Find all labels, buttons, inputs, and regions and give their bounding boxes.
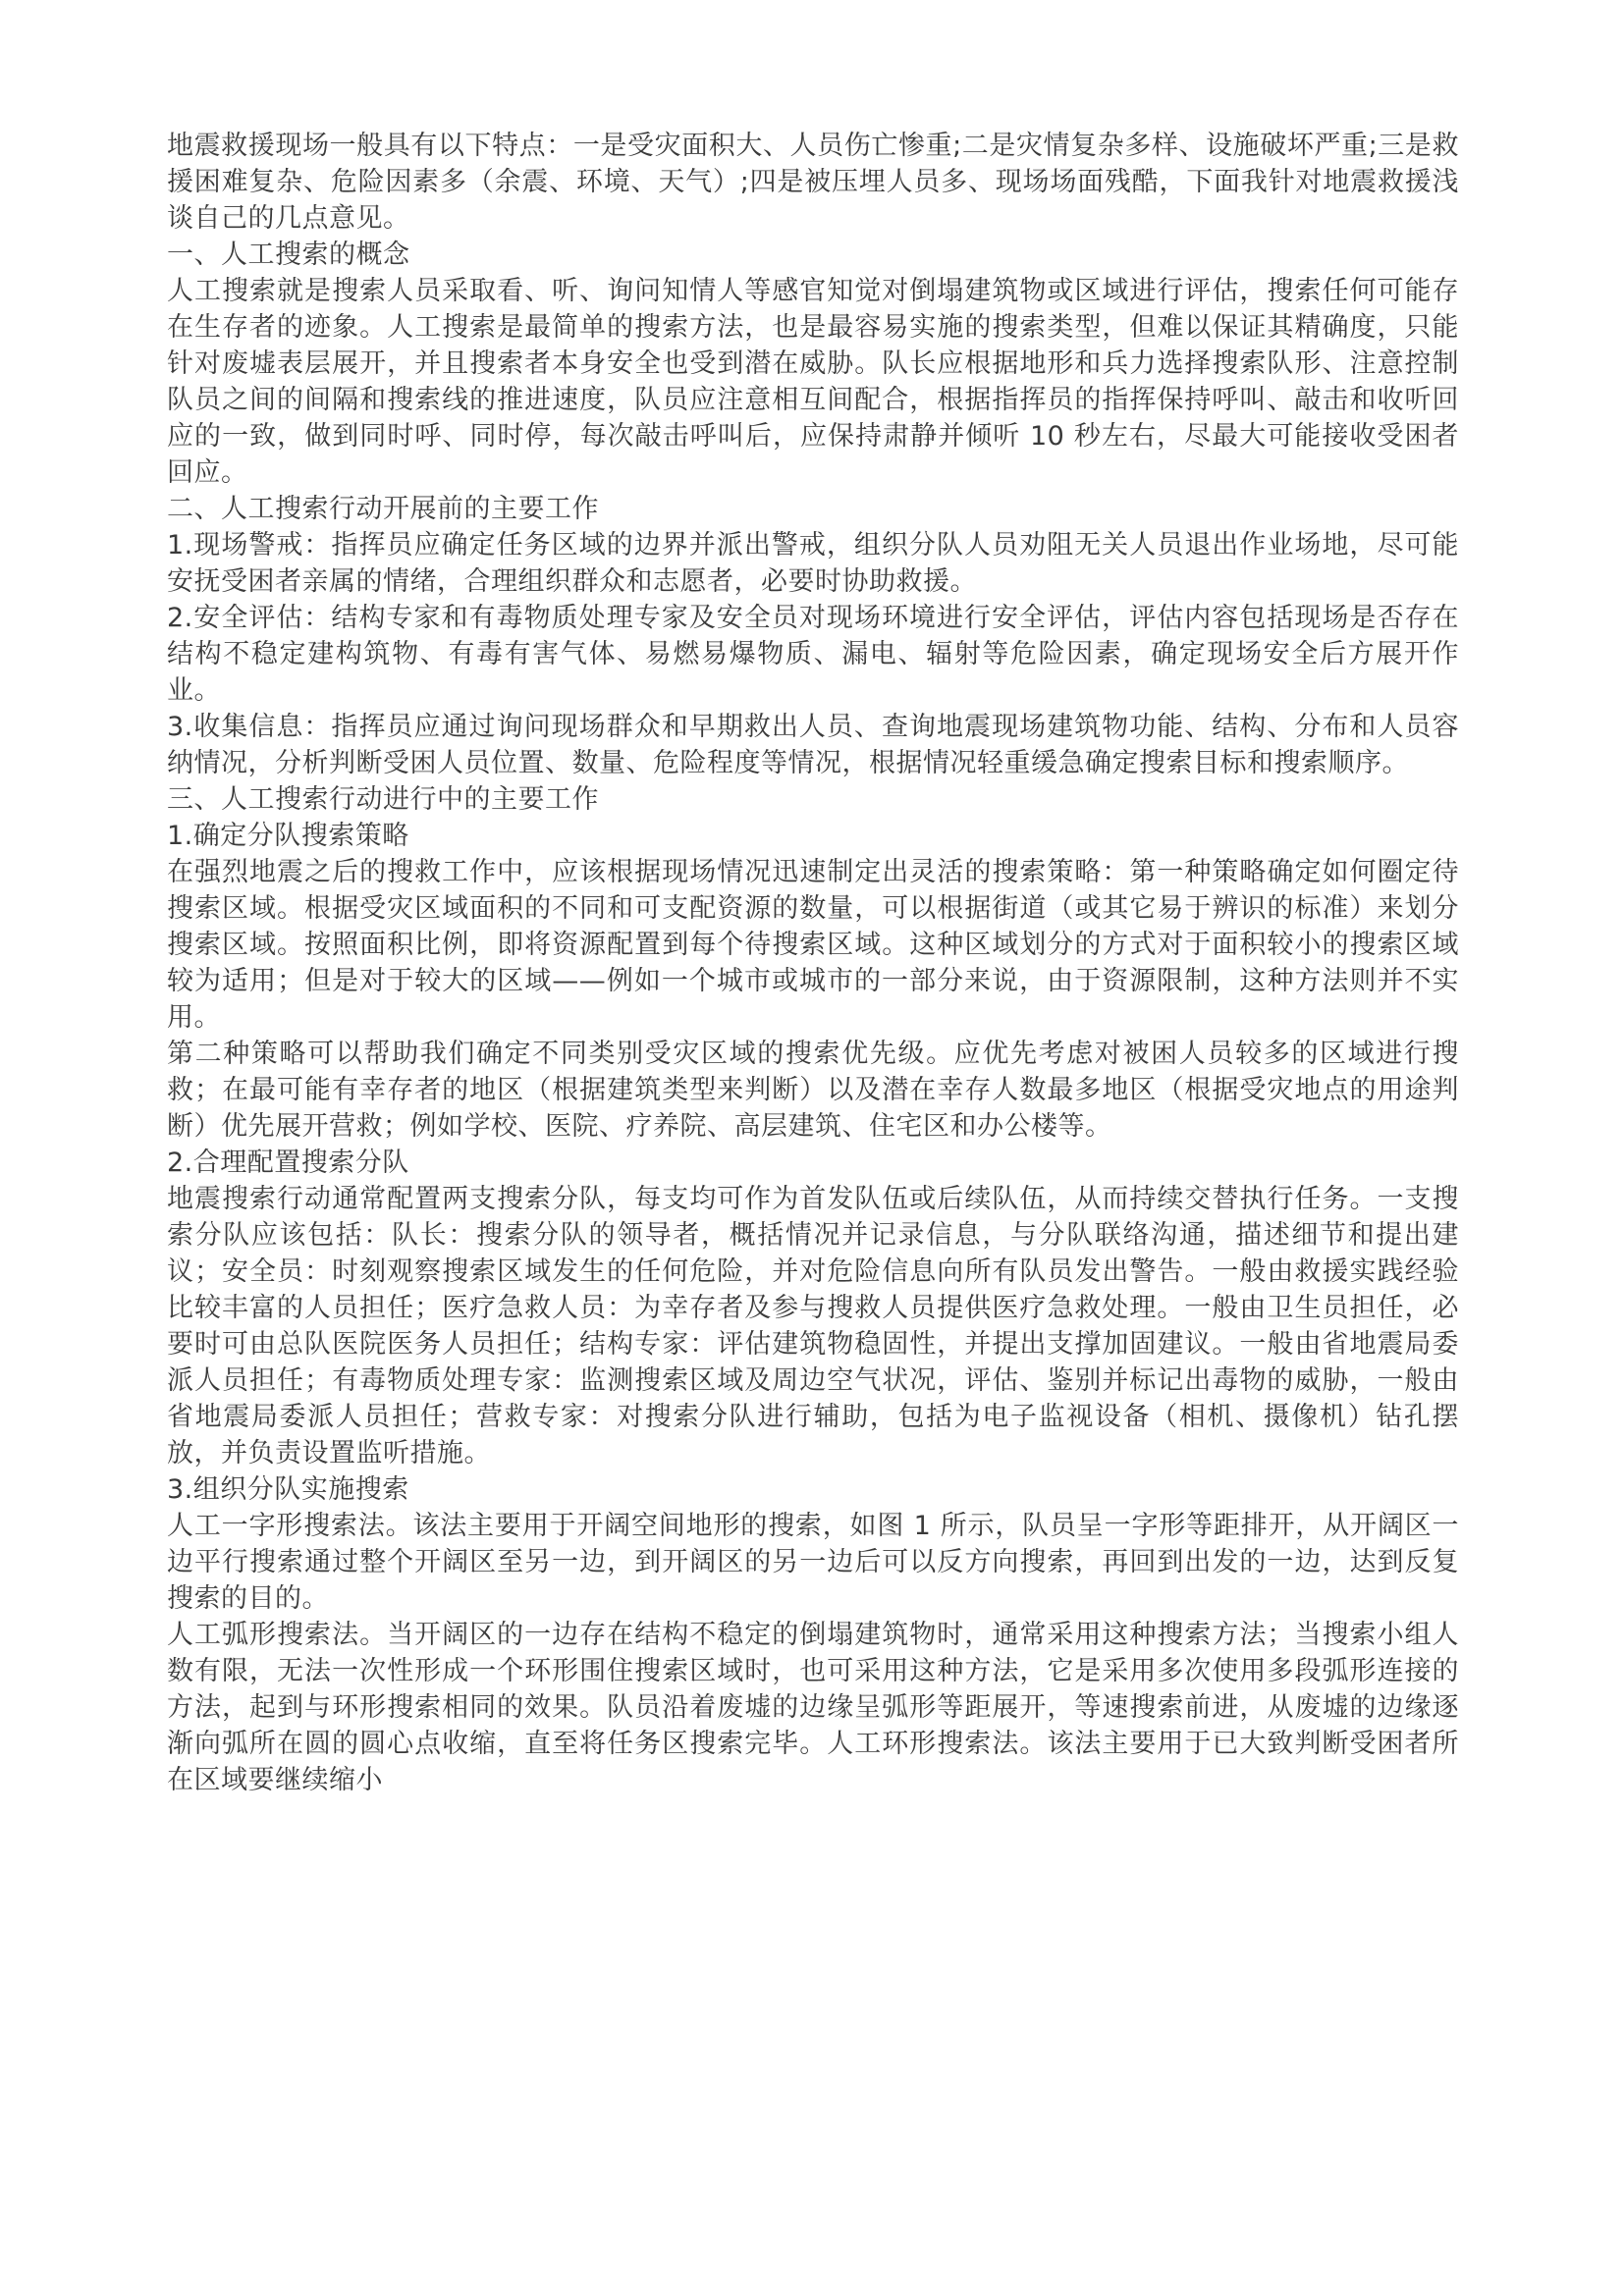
list-item-3: 3.收集信息：指挥员应通过询问现场群众和早期救出人员、查询地震现场建筑物功能、结构、分布和人员容纳情况，分析判断受困人员位置、数量、危险程度等情况，根据情况轻重缓急确定搜索目标和搜索顺序。 <box>167 712 1459 778</box>
document-body <box>167 128 1459 1798</box>
section-heading-2: 二、人工搜索行动开展前的主要工作 <box>167 494 599 524</box>
subsection-heading-3: 3.组织分队实施搜索 <box>167 1474 409 1505</box>
paragraph: 第二种策略可以帮助我们确定不同类别受灾区域的搜索优先级。应优先考虑对被困人员较多的区域进行搜救；在最可能有幸存者的地区（根据建筑类型来判断）以及潜在幸存人数最多地区（根据受灾地点的用途判断）优先展开营救；例如学校、医院、疗养院、高层建筑、住宅区和办公楼等。 <box>167 1039 1459 1142</box>
paragraph: 人工一字形搜索法。该法主要用于开阔空间地形的搜索，如图 1 所示，队员呈一字形等距排开，从开阔区一边平行搜索通过整个开阔区至另一边，到开阔区的另一边后可以反方向搜索，再回到出发的一边，达到反复搜索的目的。 <box>167 1511 1459 1614</box>
paragraph: 地震搜索行动通常配置两支搜索分队，每支均可作为首发队伍或后续队伍，从而持续交替执行任务。一支搜索分队应该包括：队长：搜索分队的领导者，概括情况并记录信息，与分队联络沟通，描述细节和提出建议；安全员：时刻观察搜索区域发生的任何危险，并对危险信息向所有队员发出警告。一般由救援实践经验比较丰富的人员担任；医疗急救人员：为幸存者及参与搜救人员提供医疗急救处理。一般由卫生员担任，必要时可由总队医院医务人员担任；结构专家：评估建筑物稳固性，并提出支撑加固建议。一般由省地震局委派人员担任；有毒物质处理专家：监测搜索区域及周边空气状况，评估、鉴别并标记出毒物的威胁，一般由省地震局委派人员担任；营救专家：对搜索分队进行辅助，包括为电子监视设备（相机、摄像机）钻孔摆放，并负责设置监听措施。 <box>167 1184 1459 1468</box>
subsection-heading-1: 1.确定分队搜索策略 <box>167 821 409 851</box>
section-heading-3: 三、人工搜索行动进行中的主要工作 <box>167 784 599 815</box>
subsection-heading-2: 2.合理配置搜索分队 <box>167 1148 409 1178</box>
paragraph: 人工搜索就是搜索人员采取看、听、询问知情人等感官知觉对倒塌建筑物或区域进行评估，搜索任何可能存在生存者的迹象。人工搜索是最简单的搜索方法，也是最容易实施的搜索类型，但难以保证其精确度，只能针对废墟表层展开，并且搜索者本身安全也受到潜在威胁。队长应根据地形和兵力选择搜索队形、注意控制队员之间的间隔和搜索线的推进速度，队员应注意相互间配合，根据指挥员的指挥保持呼叫、敲击和收听回应的一致，做到同时呼、同时停，每次敲击呼叫后，应保持肃静并倾听 10 秒左右，尽最大可能接收受困者回应。 <box>167 276 1459 488</box>
list-item-1: 1.现场警戒：指挥员应确定任务区域的边界并派出警戒，组织分队人员劝阻无关人员退出作业场地，尽可能安抚受困者亲属的情绪，合理组织群众和志愿者，必要时协助救援。 <box>167 530 1459 597</box>
paragraph: 在强烈地震之后的搜救工作中，应该根据现场情况迅速制定出灵活的搜索策略：第一种策略确定如何圈定待搜索区域。根据受灾区域面积的不同和可支配资源的数量，可以根据街道（或其它易于辨识的标准）来划分搜索区域。按照面积比例，即将资源配置到每个待搜索区域。这种区域划分的方式对于面积较小的搜索区域较为适用；但是对于较大的区域——例如一个城市或城市的一部分来说，由于资源限制，这种方法则并不实用。 <box>167 857 1459 1033</box>
list-item-2: 2.安全评估：结构专家和有毒物质处理专家及安全员对现场环境进行安全评估，评估内容包括现场是否存在结构不稳定建构筑物、有毒有害气体、易燃易爆物质、漏电、辐射等危险因素，确定现场安全后方展开作业。 <box>167 603 1459 706</box>
paragraph: 人工弧形搜索法。当开阔区的一边存在结构不稳定的倒塌建筑物时，通常采用这种搜索方法；当搜索小组人数有限，无法一次性形成一个环形围住搜索区域时，也可采用这种方法，它是采用多次使用多段弧形连接的方法，起到与环形搜索相同的效果。队员沿着废墟的边缘呈弧形等距展开，等速搜索前进，从废墟的边缘逐渐向弧所在圆的圆心点收缩，直至将任务区搜索完毕。人工环形搜索法。该法主要用于已大致判断受困者所在区域要继续缩小 <box>167 1620 1459 1795</box>
section-heading-1: 一、人工搜索的概念 <box>167 240 410 270</box>
intro-paragraph: 地震救援现场一般具有以下特点：一是受灾面积大、人员伤亡惨重;二是灾情复杂多样、设施破坏严重;三是救援困难复杂、危险因素多（余震、环境、天气）;四是被压埋人员多、现场场面残酷，下面我针对地震救援浅谈自己的几点意见。 <box>167 131 1459 234</box>
